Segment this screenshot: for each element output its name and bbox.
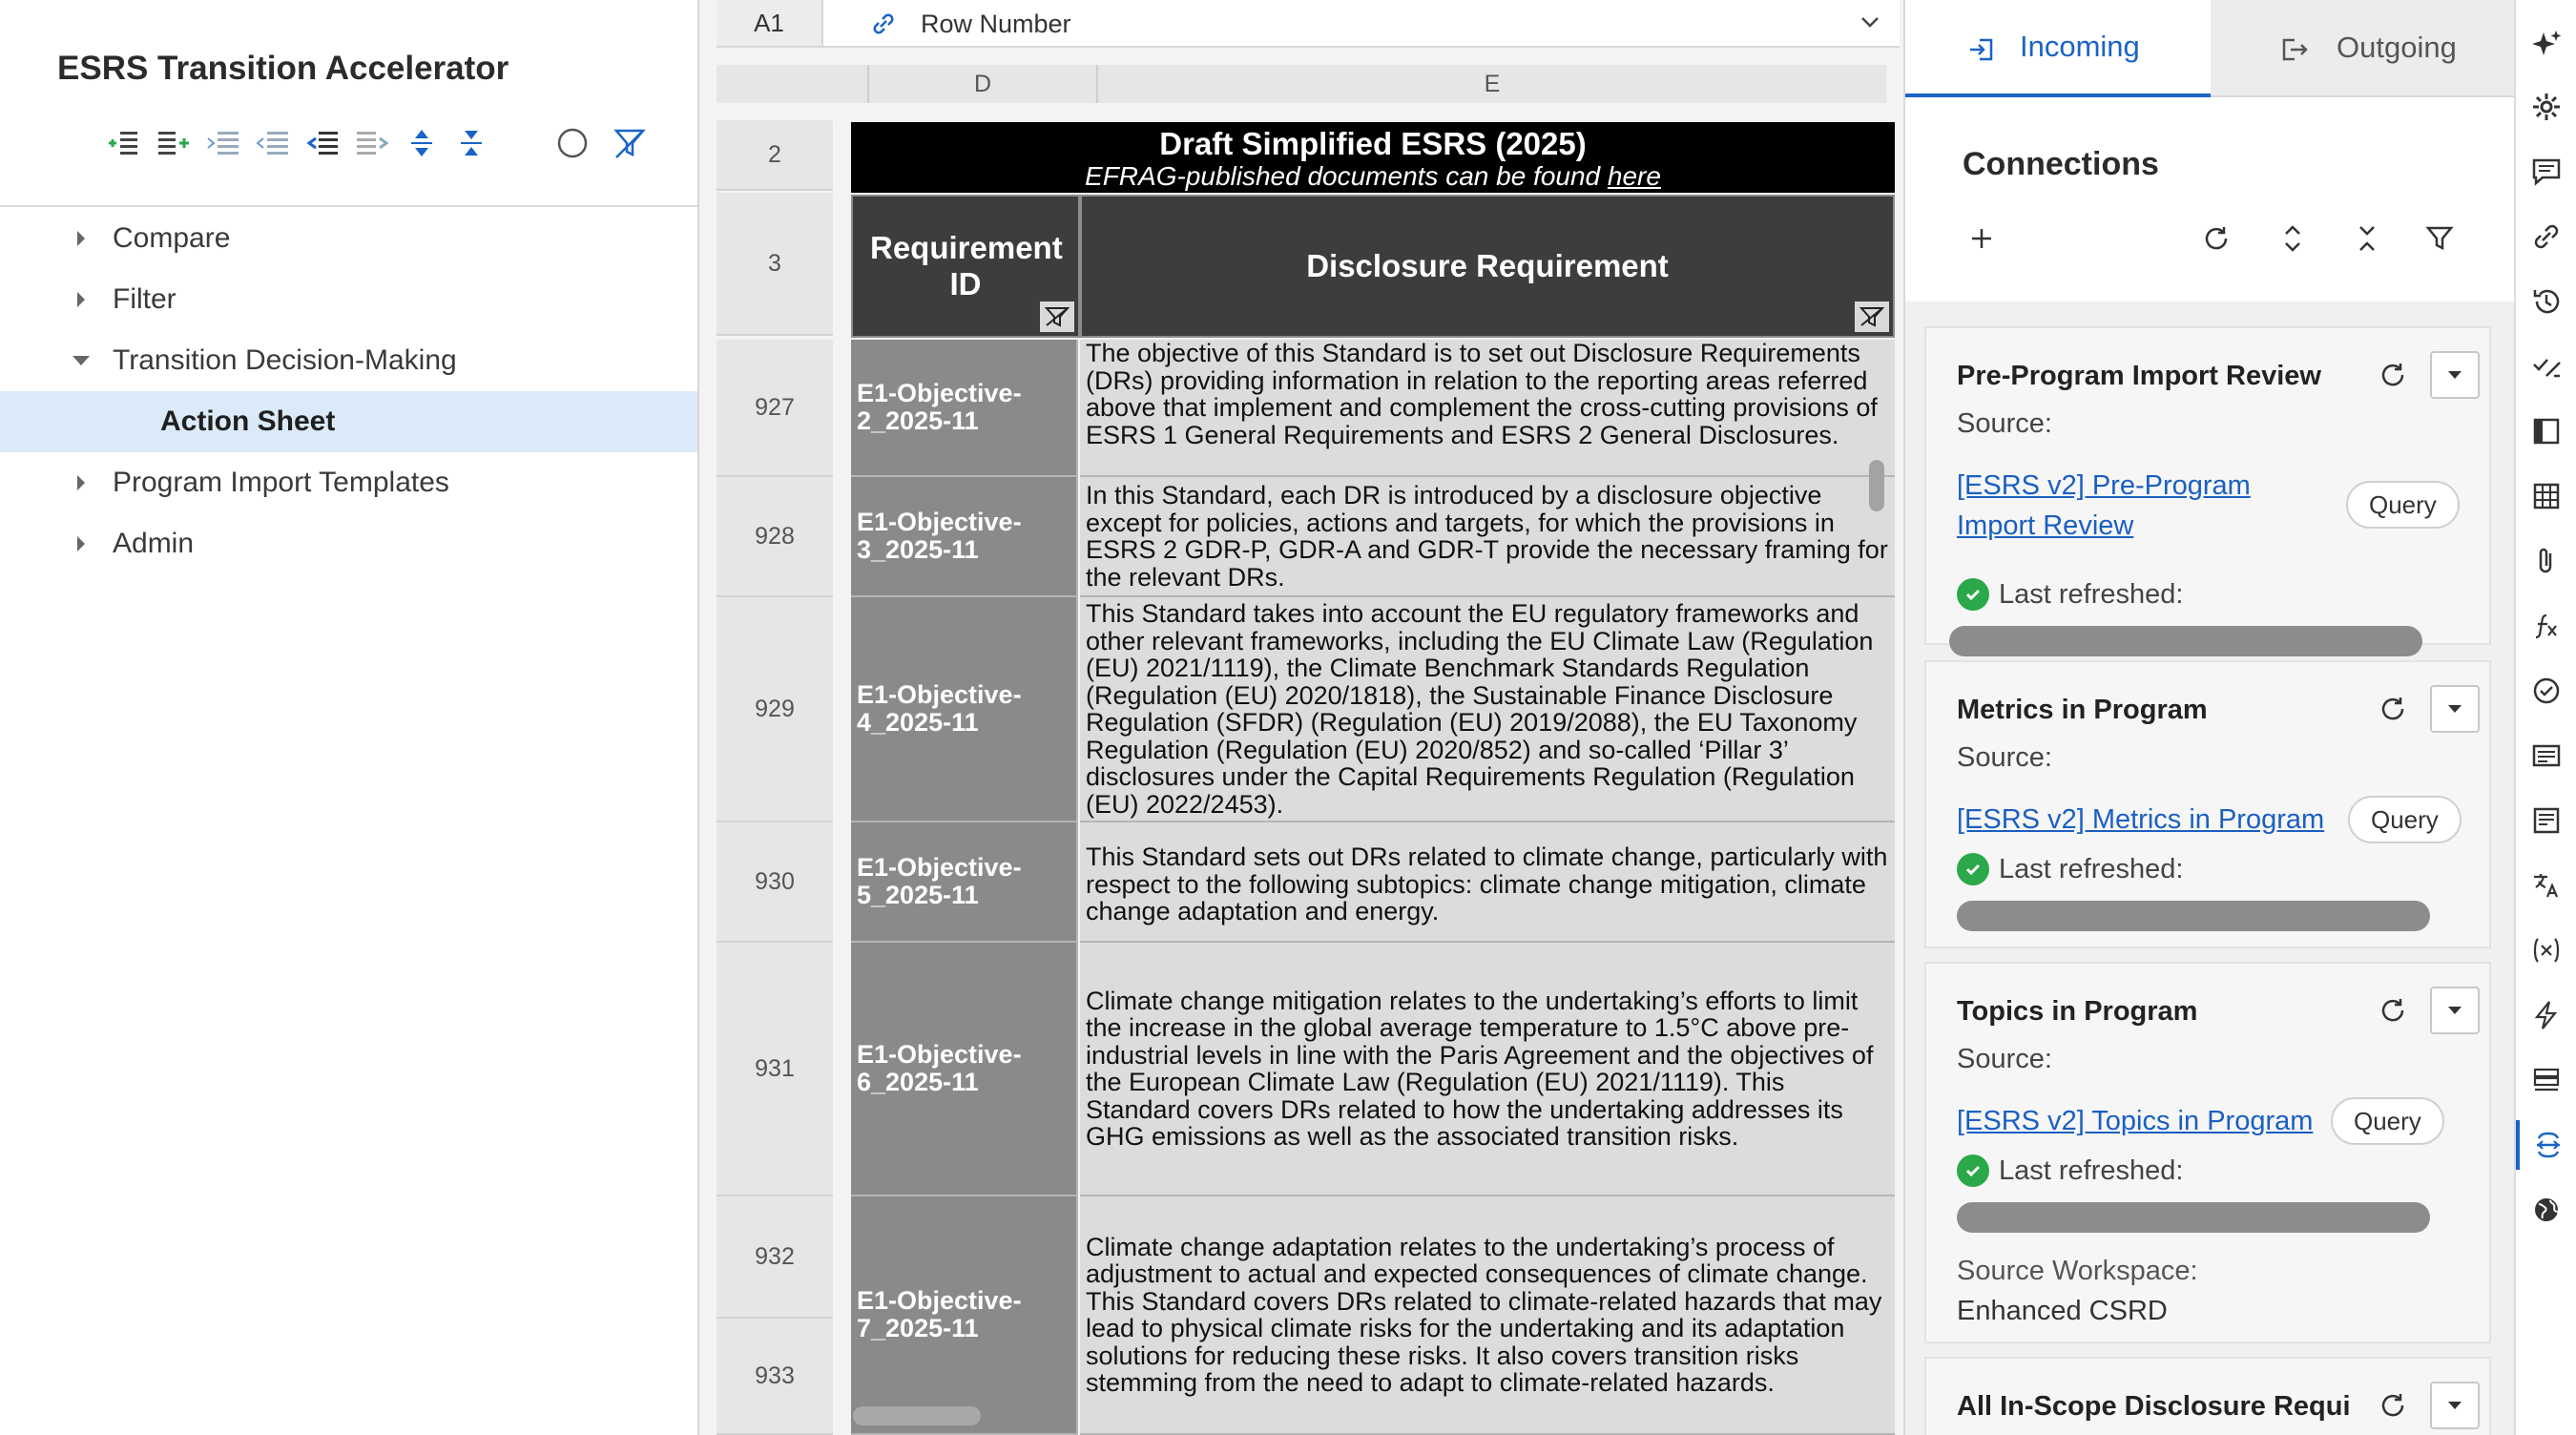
card-menu-button[interactable] [2430, 685, 2480, 733]
connections-title: Connections [1963, 146, 2159, 182]
row-header[interactable]: 932 [717, 1196, 833, 1319]
source-label: Source: [1957, 1044, 2052, 1074]
automation-icon[interactable] [2516, 990, 2576, 1040]
vertical-scrollbar[interactable] [1869, 460, 1884, 511]
incoming-icon [1968, 36, 1995, 71]
refresh-status-bar [1957, 1202, 2430, 1233]
header-label: Disclosure Requirement [1306, 248, 1669, 283]
connections-panel [1903, 0, 2514, 1435]
requirement-id-cell[interactable]: E1-Objective-6_2025-11 [851, 943, 1078, 1196]
check-icon [1957, 1154, 1989, 1187]
filter-icon[interactable] [1855, 302, 1889, 332]
source-link[interactable]: [ESRS v2] Topics in Program [1957, 1106, 2314, 1136]
caret-right-icon[interactable] [67, 290, 95, 309]
sheet-banner [851, 122, 1895, 193]
tree-item-label: Program Import Templates [113, 467, 449, 498]
row-header[interactable]: 928 [717, 477, 833, 597]
source-link-line: [ESRS v2] Pre-Program [1957, 470, 2251, 501]
tab-outgoing[interactable] [2211, 0, 2516, 97]
comment-icon[interactable] [2516, 147, 2576, 197]
tree-item-filter[interactable] [0, 269, 697, 330]
expand-all-icon[interactable] [403, 122, 441, 164]
disclosure-text-cell[interactable]: This Standard takes into account the EU regulatory frameworks and other relevant frameworks, including the EU Climate Law (Regulation (EU) 2021/1119), the Climate Benchmark Standards Regulation (Regulation (EU) 2020/1818), the Sustainable Finance Disclosure Regulation (SFDR) (Regulation (EU) 2019/2088), the EU Taxonomy Regulation (Regulation (EU) 2020/852) and so-called ‘Pillar 3’ disclosures under the Capital Requirements Regulation (Regulation (EU) 2022/2453). [1080, 597, 1895, 822]
row-header[interactable]: 927 [717, 340, 833, 477]
source-link[interactable] [1957, 466, 2251, 546]
connection-card [1924, 962, 2491, 1343]
query-button[interactable]: Query [2331, 1097, 2444, 1145]
refresh-icon[interactable] [2379, 695, 2407, 728]
link-icon[interactable] [2516, 212, 2576, 261]
row-header[interactable]: 3 [717, 193, 833, 336]
connection-title: All In-Scope Disclosure Requi [1957, 1391, 2351, 1422]
banner-title: Draft Simplified ESRS (2025) [1159, 126, 1587, 161]
summary-icon[interactable] [2516, 406, 2576, 456]
check-icon [1957, 578, 1989, 611]
tree-item-action-sheet[interactable] [0, 391, 697, 452]
source-workspace-value: Enhanced CSRD [1957, 1296, 2168, 1326]
globe-icon[interactable] [2516, 1185, 2576, 1235]
caret-right-icon[interactable] [67, 534, 95, 553]
row-header[interactable]: 930 [717, 822, 833, 943]
expand-icon[interactable] [2270, 212, 2316, 265]
circle-icon[interactable] [553, 122, 592, 164]
navigator-toolbar [105, 122, 658, 164]
proof-icon[interactable] [2516, 342, 2576, 391]
add-icon[interactable] [1959, 212, 2005, 265]
connection-title: Pre-Program Import Review [1957, 361, 2321, 391]
add-sibling-icon[interactable] [155, 122, 193, 164]
caret-right-icon[interactable] [67, 473, 95, 492]
move-right-icon[interactable] [353, 122, 391, 164]
connection-card [1924, 326, 2491, 645]
row-header[interactable]: 2 [717, 120, 833, 191]
indent-icon[interactable] [204, 122, 242, 164]
caret-down-icon[interactable] [67, 355, 95, 366]
clear-filter-icon[interactable] [611, 122, 649, 164]
disclosure-text-cell[interactable]: In this Standard, each DR is introduced by a disclosure objective except for policies, actions and targets, for which the provisions in ESRS 2 GDR-P, GDR-A and GDR-T provide the necessary framing for the relevant DRs. [1080, 477, 1895, 597]
tree-item-program-import-templates[interactable] [0, 452, 697, 513]
disclosure-text-cell[interactable]: The objective of this Standard is to set out Disclosure Requirements (DRs) providing information in relation to the reporting areas referred above that implement and complement the cross-cutting provisions of ESRS 1 General Requirements and ESRS 2 General Disclosures. [1080, 340, 1895, 477]
workspace-navigator [0, 0, 699, 1435]
row-header[interactable]: 931 [717, 943, 833, 1196]
caret-right-icon[interactable] [67, 229, 95, 248]
tree-item-compare[interactable] [0, 208, 697, 269]
source-link-line: Import Review [1957, 510, 2134, 541]
tree-item-label: Transition Decision-Making [113, 344, 457, 376]
banner-link[interactable]: here [1607, 161, 1661, 191]
tab-label: Outgoing [2337, 31, 2457, 64]
tab-label: Incoming [2020, 30, 2140, 63]
card-menu-button[interactable] [2430, 1382, 2480, 1429]
requirement-id-cell[interactable]: E1-Objective-7_2025-11 [851, 1196, 1078, 1435]
card-menu-button[interactable] [2430, 351, 2480, 399]
disclosure-text-cell[interactable]: Climate change adaptation relates to the undertaking’s process of adjustment to actual and expected consequences of climate change. This Standard covers DRs related to climate-related hazards that may lead to physical climate risks for the undertaking and its adaptation solutions for reducing these risks. It also covers transition risks stemming from the need to adapt to climate-related hazards. [1080, 1196, 1895, 1435]
tree-item-label: Admin [113, 528, 195, 559]
refresh-icon[interactable] [2379, 1391, 2407, 1425]
sparkle-icon[interactable] [2516, 19, 2576, 69]
refresh-icon[interactable] [2379, 996, 2407, 1029]
requirement-id-cell[interactable]: E1-Objective-2_2025-11 [851, 340, 1078, 477]
last-refreshed [1957, 1154, 2183, 1187]
variable-icon[interactable] [2516, 925, 2576, 975]
last-refreshed-label: Last refreshed: [1999, 853, 2184, 884]
right-icon-rail [2514, 0, 2576, 1435]
last-refreshed-label: Last refreshed: [1999, 1154, 2184, 1186]
history-icon[interactable] [2516, 277, 2576, 326]
connection-title: Metrics in Program [1957, 695, 2208, 725]
last-refreshed [1957, 853, 2183, 885]
function-icon[interactable] [2516, 601, 2576, 651]
source-workspace-label: Source Workspace: [1957, 1256, 2198, 1286]
column-header-e[interactable]: E [1096, 65, 1886, 103]
connection-title: Topics in Program [1957, 996, 2198, 1027]
sheet-grid-area [699, 0, 1903, 1435]
requirement-id-cell[interactable]: E1-Objective-5_2025-11 [851, 822, 1078, 943]
outgoing-icon [2281, 36, 2308, 71]
connection-card [1924, 1357, 2491, 1435]
disclosure-text-cell[interactable]: Climate change mitigation relates to the undertaking’s efforts to limit the increase in the global average temperature to 1.5°C above pre-industrial levels in line with the Paris Agreement and the objectives of the European Climate Law (Regulation (EU) 2021/1119). This Standard covers DRs related to how the undertaking addresses its GHG emissions as well as the associated transition risks. [1080, 943, 1895, 1196]
header-label: Requirement ID [870, 230, 1063, 302]
tree-item-label: Filter [113, 283, 177, 315]
row-header[interactable]: 933 [717, 1319, 833, 1435]
refresh-icon[interactable] [2193, 212, 2239, 265]
filter-icon[interactable] [1040, 302, 1074, 332]
requirement-id-cell[interactable]: E1-Objective-4_2025-11 [851, 597, 1078, 822]
connections-list [1905, 302, 2516, 1435]
link-icon [869, 10, 898, 43]
add-child-icon[interactable] [105, 122, 143, 164]
collapse-icon[interactable] [2344, 212, 2390, 265]
source-label: Source: [1957, 408, 2052, 439]
check-icon [1957, 853, 1989, 885]
chevron-down-icon[interactable] [1859, 11, 1880, 37]
report-icon[interactable] [2516, 796, 2576, 845]
tree-item-label: Compare [113, 222, 231, 254]
banner-subtitle: EFRAG-published documents can be found [1085, 161, 1601, 191]
tree-item-admin[interactable] [0, 513, 697, 574]
refresh-status-bar [1957, 901, 2430, 931]
header-disclosure-requirement[interactable] [1080, 195, 1895, 338]
row-header[interactable]: 929 [717, 597, 833, 822]
refresh-status-bar [1949, 626, 2422, 656]
cell-reference[interactable]: A1 [717, 0, 823, 46]
collapse-all-icon[interactable] [452, 122, 490, 164]
column-headers [717, 65, 1886, 103]
attachment-icon[interactable] [2516, 536, 2576, 586]
tree-item-transition-decision-making[interactable] [0, 330, 697, 391]
card-menu-button[interactable] [2430, 987, 2480, 1034]
source-label: Source: [1957, 742, 2052, 773]
refresh-icon[interactable] [2379, 361, 2407, 394]
horizontal-scrollbar[interactable] [853, 1406, 981, 1425]
corner-cell[interactable] [717, 65, 850, 103]
source-link[interactable]: [ESRS v2] Metrics in Program [1957, 804, 2325, 835]
last-refreshed [1957, 578, 2183, 611]
grid-icon[interactable] [2516, 471, 2576, 521]
move-left-icon[interactable] [303, 122, 342, 164]
workspace-title: ESRS Transition Accelerator [57, 50, 509, 87]
filter-icon[interactable] [2417, 212, 2462, 265]
navigator-divider [0, 205, 697, 207]
requirement-id-cell[interactable]: E1-Objective-3_2025-11 [851, 477, 1078, 597]
connections-toolbar [1905, 212, 2516, 265]
translate-icon[interactable] [2516, 861, 2576, 910]
header-requirement-id[interactable] [851, 195, 1080, 338]
tab-incoming[interactable] [1905, 0, 2211, 97]
disclosure-text-cell[interactable]: This Standard sets out DRs related to climate change, particularly with respect to the following subtopics: climate change mitigation, climate change adaptation and energy. [1080, 822, 1895, 943]
connection-card [1924, 660, 2491, 948]
column-header-d[interactable]: D [867, 65, 1096, 103]
tree-item-label: Action Sheet [160, 406, 336, 437]
forms-icon[interactable] [2516, 731, 2576, 780]
connections-icon[interactable] [2516, 1120, 2576, 1170]
formula-content[interactable]: Row Number [921, 10, 1071, 38]
gear-icon[interactable] [2516, 82, 2576, 132]
formula-bar [717, 0, 1900, 48]
outdent-icon[interactable] [254, 122, 292, 164]
banner-subtitle-line [851, 162, 1895, 191]
query-button[interactable]: Query [2346, 481, 2460, 529]
sheet-cells [851, 118, 1895, 1435]
last-refreshed-label: Last refreshed: [1999, 578, 2184, 610]
query-button[interactable]: Query [2348, 796, 2462, 843]
data-shuttle-icon[interactable] [2516, 1055, 2576, 1105]
check-circle-icon[interactable] [2516, 666, 2576, 716]
